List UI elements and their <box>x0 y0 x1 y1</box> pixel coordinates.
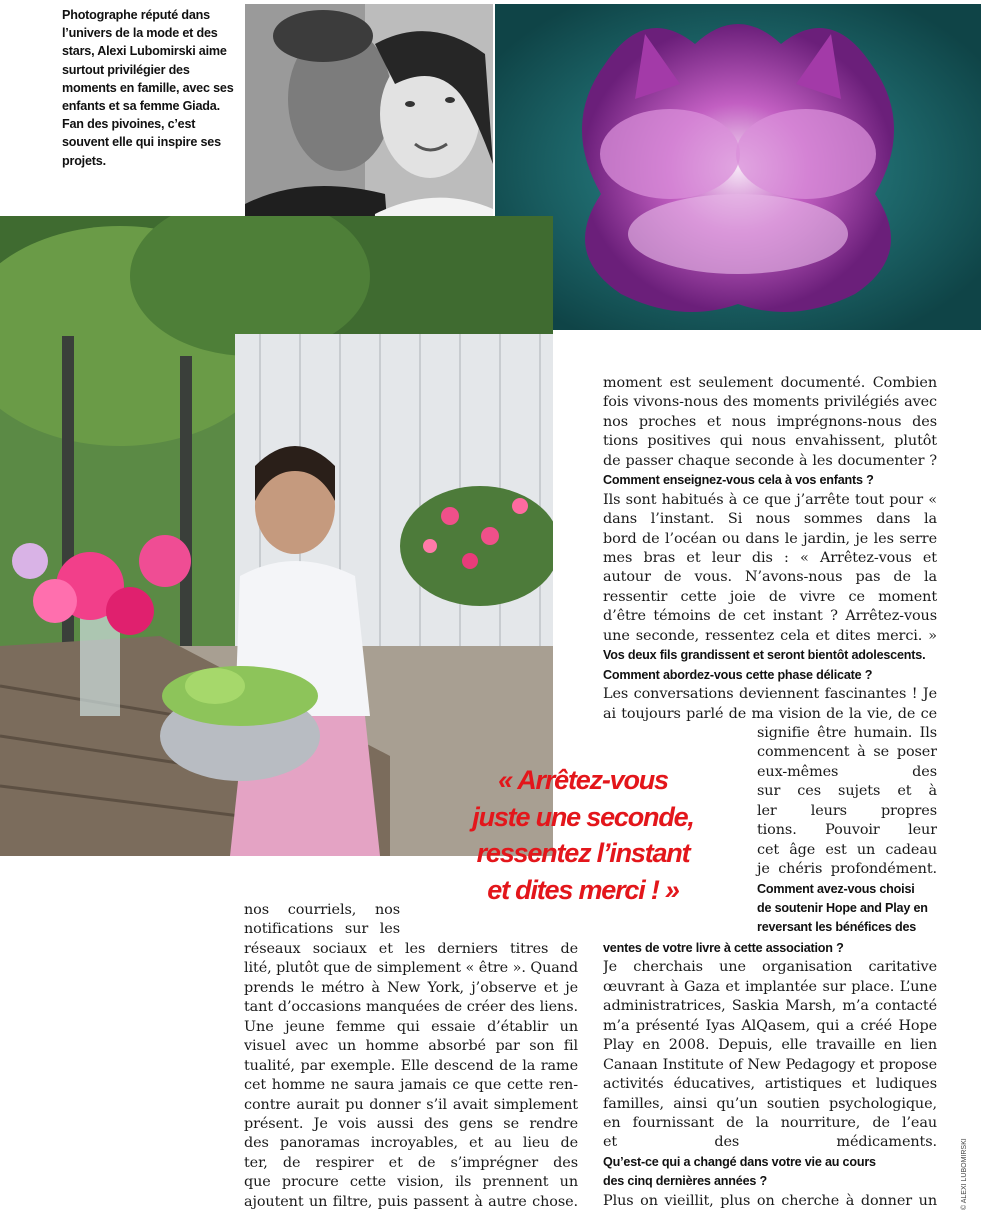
pull-quote-line: « Arrêtez-vous <box>498 765 668 795</box>
interview-question: Comment enseignez-vous cela à vos enfants ? <box>603 473 874 488</box>
body-line: tions positives qui nous envahissent, plutôt <box>603 433 937 450</box>
body-line: commencent à se poser <box>757 744 937 761</box>
body-line: Ils sont habitués à ce que j’arrête tout pour « <box>603 491 937 508</box>
body-line: et des médicaments. <box>603 1134 937 1151</box>
interview-question: Comment abordez-vous cette phase délicate ? <box>603 667 873 682</box>
body-line: nos proches et nous imprégnons-nous des <box>603 413 937 430</box>
body-line: bord de l’océan ou dans le jardin, je les serre <box>603 530 937 547</box>
body-line-selfie <box>244 1173 578 1192</box>
pull-quote <box>452 762 714 908</box>
garden-illustration <box>0 216 553 856</box>
body-line: eux-mêmes des <box>757 763 937 780</box>
body-line: sur ces sujets et à <box>757 783 937 800</box>
body-line: Les conversations deviennent fascinantes ! Je <box>603 686 937 703</box>
pull-quote-line: juste une seconde, <box>472 801 694 832</box>
photo-credit: © ALEXI LUBOMIRSKI <box>961 1138 968 1210</box>
body-line: Plus on vieillit, plus on cherche à donner un <box>603 1192 937 1209</box>
body-line: une seconde, ressentez cela et dites merci. » <box>603 627 937 644</box>
photo-caption: Photographe réputé dans l’univers de la mode et des stars, Alexi Lubomirski aime surtout privilégier des moments en famille, avec ses enfants et sa femme Giada. Fan des pivoines, c’est souvent elle qui inspire ses projets. <box>62 8 234 168</box>
body-line: m’a présenté Iyas AlQasem, qui a créé Hope <box>603 1017 937 1034</box>
body-line: je chéris profondément. <box>757 861 937 878</box>
interview-question: reversant les bénéfices des <box>757 920 917 935</box>
body-line: dans l’instant. Si nous sommes dans la <box>603 511 937 528</box>
body-line: ler leurs propres <box>757 802 937 819</box>
peony-illustration <box>495 4 981 330</box>
body-line: notifications sur les <box>244 921 400 938</box>
body-line: visuel avec un homme absorbé par son fil <box>244 1038 578 1055</box>
body-line: cet âge est un cadeau <box>757 841 937 858</box>
body-line: Canaan Institute of New Pedagogy et propose <box>603 1056 937 1073</box>
body-line: ajoutent un filtre, puis passent à autre chose. <box>244 1193 578 1210</box>
body-line: réseaux sociaux et les derniers titres de <box>244 941 578 957</box>
garden-photo <box>0 216 553 856</box>
interview-question: ventes de votre livre à cette association ? <box>603 941 844 955</box>
right-column <box>603 374 937 724</box>
body-line: lité, plutôt que de simplement « être ». Quand <box>244 960 578 977</box>
pull-quote-line: ressentez l’instant <box>476 838 690 868</box>
body-line: autour de vous. N’avons-nous pas de la <box>603 569 937 586</box>
body-line: moment est seulement documenté. Combien <box>603 375 937 391</box>
right-column-lower <box>603 939 937 1211</box>
body-line: familles, ainsi qu’un soutien psychologique, <box>603 1095 937 1112</box>
body-line: œuvrant à Gaza et implantée sur place. L’une <box>603 978 937 995</box>
body-line: Play en 2008. Depuis, elle travaille en lien <box>603 1037 937 1054</box>
pull-quote-line: et dites merci ! » <box>487 874 679 905</box>
body-text: que procure cette vision, ils prennent un <box>244 1174 578 1191</box>
right-column-narrow <box>757 724 937 938</box>
body-line: des panoramas incroyables, et au lieu de <box>244 1135 578 1152</box>
body-line: cet homme ne saura jamais ce que cette ren- <box>244 1077 578 1094</box>
body-line: activités éducatives, artistiques et ludiques <box>603 1076 937 1093</box>
body-line: en fournissant de la nourriture, de l’eau <box>603 1114 937 1131</box>
left-column-narrow <box>244 901 400 940</box>
body-line: tualité, par exemple. Elle descend de la rame <box>244 1057 578 1074</box>
interview-question: Qu’est-ce qui a changé dans votre vie au cours <box>603 1154 876 1169</box>
body-line: ressentir cette joie de vivre ce moment <box>603 588 937 605</box>
body-line: Une jeune femme qui essaie d’établir un <box>244 1018 578 1035</box>
body-line: contre aurait pu donner s’il avait simplement <box>244 1096 578 1113</box>
body-line: d’être témoins de cet instant ? Arrêtez-vous <box>603 608 937 625</box>
interview-question: de soutenir Hope and Play en <box>757 900 928 915</box>
body-line: tions. Pouvoir leur <box>757 822 937 839</box>
peony-photo <box>495 4 981 330</box>
body-line: signifie être humain. Ils <box>757 725 937 741</box>
body-line: tant d’occasions manquées de créer des liens. <box>244 999 578 1016</box>
body-line: ter, de respirer et de s’imprégner des <box>244 1154 578 1171</box>
body-line: prends le métro à New York, j’observe et je <box>244 979 578 996</box>
body-line: Je cherchais une organisation caritative <box>603 959 937 976</box>
body-line: mes bras et leur dis : « Arrêtez-vous et <box>603 549 937 566</box>
interview-question: Vos deux fils grandissent et seront bientôt adolescents. <box>603 648 926 663</box>
body-line: administratrices, Saskia Marsh, m’a contacté <box>603 998 937 1015</box>
left-column <box>244 940 578 1212</box>
interview-question: Comment avez-vous choisi <box>757 881 915 896</box>
body-line: présent. Je vois aussi des gens se rendre <box>244 1115 578 1132</box>
body-line: de passer chaque seconde à les documenter ? <box>603 452 937 469</box>
body-line: ai toujours parlé de ma vision de la vie, de ce <box>603 705 937 722</box>
body-line: nos courriels, nos <box>244 902 400 918</box>
interview-question: des cinq dernières années ? <box>603 1174 767 1189</box>
body-line: fois vivons-nous des moments privilégiés avec <box>603 394 937 411</box>
